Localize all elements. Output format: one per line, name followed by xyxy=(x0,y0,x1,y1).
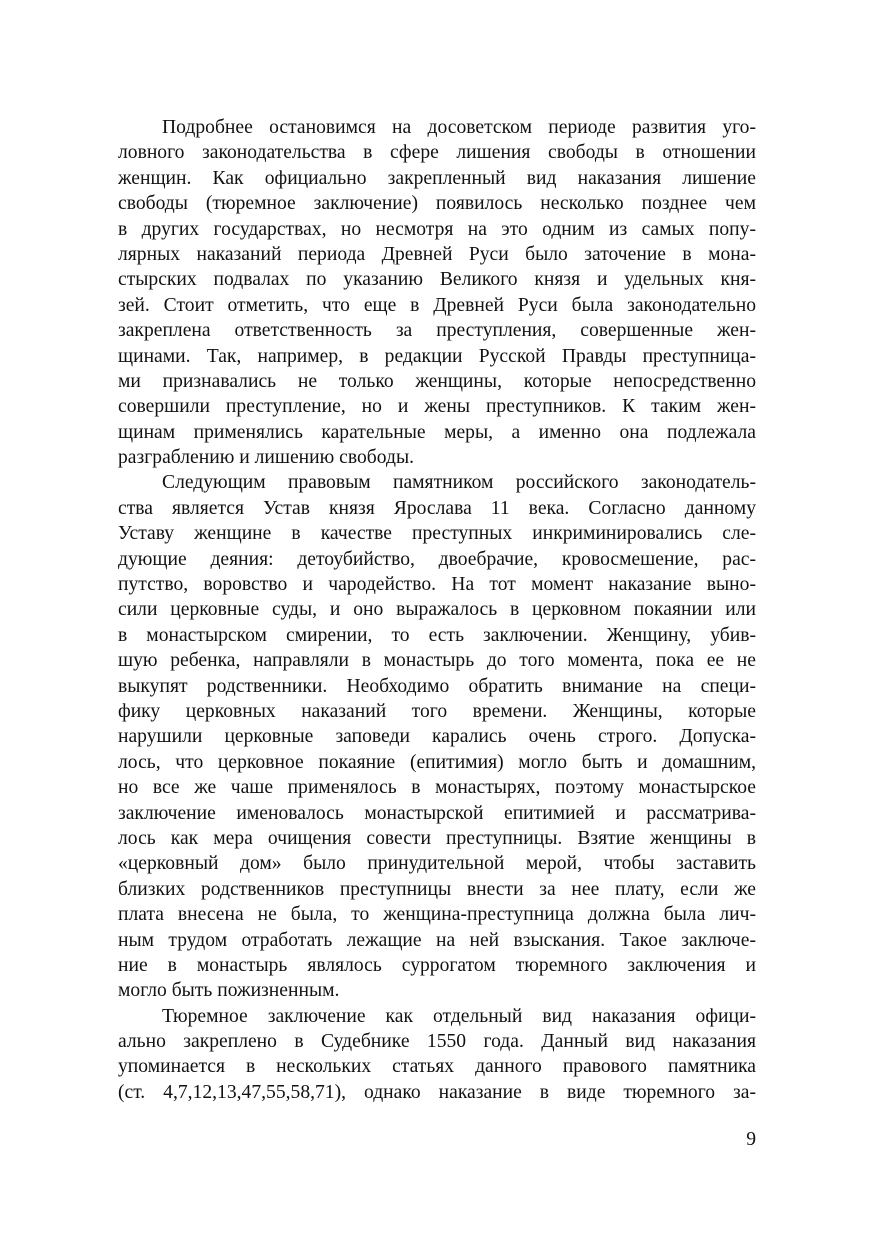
text-line: щинам применялись карательные меры, а именно она подлежала xyxy=(118,421,756,443)
text-line: лось как мера очищения совести преступницы. Взятие женщины в xyxy=(118,827,756,849)
text-line: дующие деяния: детоубийство, двоебрачие, кровосмешение, рас- xyxy=(118,548,756,570)
text-line: Следующим правовым памятником российского законодатель- xyxy=(162,472,756,494)
text-line: закреплена ответственность за преступления, совершенные жен- xyxy=(118,320,756,342)
text-line: путство, воровство и чародейство. На тот момент наказание выно- xyxy=(118,574,756,596)
text-line: свободы (тюремное заключение) появилось несколько позднее чем xyxy=(118,193,756,215)
text-line: сили церковные суды, и оно выражалось в церковном покаянии или xyxy=(118,599,756,621)
text-line: ным трудом отработать лежащие на ней взыскания. Такое заключе- xyxy=(118,929,756,951)
text-line: заключение именовалось монастырской епитимией и рассматрива- xyxy=(118,802,756,824)
text-line: ние в монастырь являлось суррогатом тюремного заключения и xyxy=(118,954,756,976)
text-line: лярных наказаний периода Древней Руси было заточение в мона- xyxy=(118,243,756,265)
page-body xyxy=(118,115,756,1105)
text-line: выкупят родственники. Необходимо обратить внимание на специ- xyxy=(118,675,756,697)
text-line: Подробнее остановимся на досоветском периоде развития уго- xyxy=(162,117,756,138)
text-line: лось, что церковное покаяние (епитимия) могло быть и домашним, xyxy=(118,751,756,773)
text-line: «церковный дом» было принудительной мерой, чтобы заставить xyxy=(118,853,756,875)
text-line: близких родственников преступницы внести за нее плату, если же xyxy=(118,878,756,900)
text-line: в других государствах, но несмотря на это одним из самых попу- xyxy=(118,218,756,240)
text-line: совершили преступление, но и жены преступников. К таким жен- xyxy=(118,396,756,418)
text-line: шую ребенка, направляли в монастырь до того момента, пока ее не xyxy=(118,650,756,672)
text-line: но все же чаше применялось в монастырях, поэтому монастырское xyxy=(118,777,756,799)
paragraph-sudebnik-1550 xyxy=(118,1004,756,1106)
page-number: 9 xyxy=(746,1129,756,1150)
text-line: ми признавались не только женщины, которые непосредственно xyxy=(118,370,756,392)
text-line: в монастырском смирении, то есть заключении. Женщину, убив- xyxy=(118,624,756,646)
text-line: плата внесена не была, то женщина-преступница должна была лич- xyxy=(118,904,756,926)
text-line: Тюремное заключение как отдельный вид наказания офици- xyxy=(162,1005,756,1027)
text-line: ства является Устав князя Ярослава 11 века. Согласно данному xyxy=(118,497,756,519)
paragraph-yaroslav-statute xyxy=(118,470,756,1003)
text-line: упоминается в нескольких статьях данного правового памятника xyxy=(118,1056,756,1078)
text-line: могло быть пожизненным. xyxy=(118,980,340,1002)
text-line: щинами. Так, например, в редакции Русской Правды преступница- xyxy=(118,345,756,367)
text-line: фику церковных наказаний того времени. Женщины, которые xyxy=(118,700,756,722)
text-line: ально закреплено в Судебнике 1550 года. Данный вид наказания xyxy=(118,1031,756,1053)
text-line: разграблению и лишению свободы. xyxy=(118,447,415,469)
text-line: (ст. 4,7,12,13,47,55,58,71), однако наказание в виде тюремного за- xyxy=(118,1081,756,1103)
text-line: женщин. Как официально закрепленный вид наказания лишение xyxy=(118,167,756,189)
text-line: стырских подвалах по указанию Великого князя и удельных кня- xyxy=(118,269,756,291)
text-line: ловного законодательства в сфере лишения свободы в отношении xyxy=(118,142,756,164)
text-line: Уставу женщине в качестве преступных инкриминировались сле- xyxy=(118,523,756,545)
paragraph-pre-soviet-period xyxy=(118,115,756,470)
text-line: нарушили церковные заповеди карались очень строго. Допуска- xyxy=(118,726,756,748)
text-line: зей. Стоит отметить, что еще в Древней Руси была законодательно xyxy=(118,294,756,316)
